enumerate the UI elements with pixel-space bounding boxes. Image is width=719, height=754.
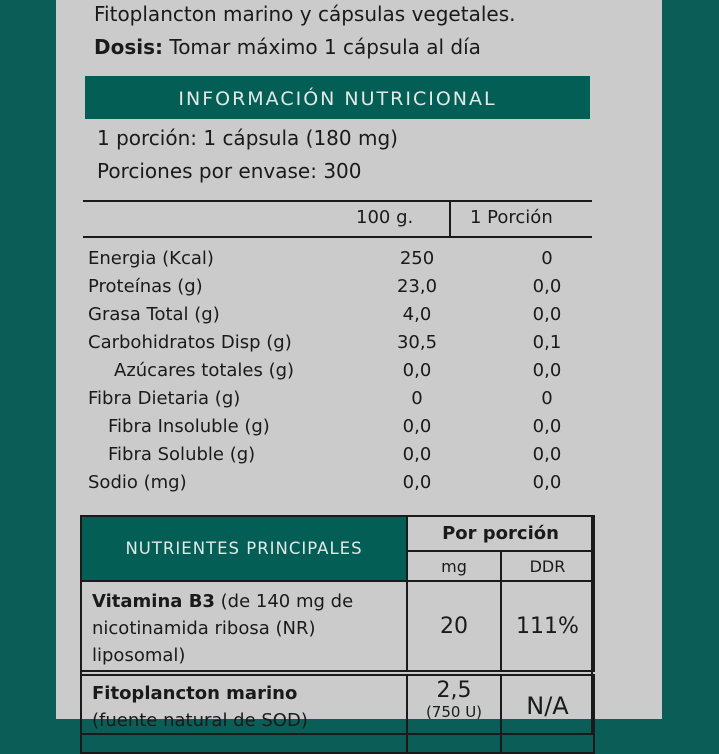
value-100g: 0 — [411, 388, 423, 409]
value-portion: 0,0 — [532, 276, 562, 297]
nutrient-bold: Fitoplancton marino — [92, 683, 298, 704]
nutrient-label: Energia (Kcal) — [88, 248, 214, 269]
nutrient-ddr: 111% — [500, 580, 595, 672]
value-100g: 0,0 — [402, 444, 432, 465]
value-portion: 0 — [541, 388, 553, 409]
value-portion: 0,0 — [532, 360, 562, 381]
portion-size: 1 porción: 1 cápsula (180 mg) — [97, 126, 398, 150]
value-100g: 0,0 — [402, 416, 432, 437]
nutrient-mg: 20 — [406, 580, 502, 672]
nutrient-label: Fibra Soluble (g) — [108, 444, 256, 465]
nutrient-label: Grasa Total (g) — [88, 304, 220, 325]
nutrient-mg — [406, 674, 502, 754]
value-portion: 0 — [541, 248, 553, 269]
main-nutrients-table — [80, 515, 593, 735]
dosis-label: Dosis: — [94, 35, 164, 59]
value-portion: 0,1 — [532, 332, 562, 353]
value-100g: 30,5 — [396, 332, 438, 353]
value-100g: 0,0 — [402, 472, 432, 493]
nutrient-ddr: N/A — [500, 674, 595, 754]
nutrient-desc: (de 140 mg de nicotinamida ribosa (NR) liposomal) — [92, 591, 354, 666]
nutrient-mg-sub: (750 U) — [425, 703, 483, 721]
table-row — [88, 276, 568, 304]
value-portion: 0,0 — [532, 444, 562, 465]
ddr-header: DDR — [500, 550, 595, 582]
table-row — [88, 444, 568, 472]
mg-header: mg — [406, 550, 502, 582]
table-row — [88, 360, 568, 388]
value-100g: 4,0 — [402, 304, 432, 325]
intro-line: Fitoplancton marino y cápsulas vegetales. — [94, 2, 516, 26]
divider — [449, 200, 451, 237]
nutrition-label — [56, 0, 662, 731]
nutrient-label: Fibra Dietaria (g) — [88, 388, 241, 409]
value-portion: 0,0 — [532, 416, 562, 437]
dosis-text: Tomar máximo 1 cápsula al día — [163, 35, 481, 59]
nutrition-title: INFORMACIÓN NUTRICIONAL — [85, 76, 590, 119]
table-row — [88, 472, 568, 500]
nutrient-label: Carbohidratos Disp (g) — [88, 332, 292, 353]
value-100g: 23,0 — [396, 276, 438, 297]
nutrient-name — [80, 674, 408, 754]
header-100g: 100 g. — [356, 207, 414, 228]
table-row — [88, 416, 568, 444]
nutrient-label: Azúcares totales (g) — [114, 360, 295, 381]
per-portion-header: Por porción — [406, 515, 595, 552]
nutrients-title: NUTRIENTES PRINCIPALES — [80, 515, 408, 582]
nutrient-bold: Vitamina B3 — [92, 591, 215, 612]
table-row — [88, 248, 568, 276]
value-100g: 250 — [399, 248, 435, 269]
table-row — [88, 304, 568, 332]
dosis-line — [94, 35, 481, 59]
nutrient-name — [80, 580, 408, 672]
nutrient-label: Sodio (mg) — [88, 472, 187, 493]
value-100g: 0,0 — [402, 360, 432, 381]
divider — [83, 236, 592, 238]
servings-per-container: Porciones por envase: 300 — [97, 159, 362, 183]
value-portion: 0,0 — [532, 304, 562, 325]
divider — [83, 200, 592, 202]
value-portion: 0,0 — [532, 472, 562, 493]
table-row — [88, 388, 568, 416]
nutrient-label: Proteínas (g) — [88, 276, 203, 297]
nutrient-desc: (fuente natural de SOD) — [92, 710, 308, 731]
table-row — [88, 332, 568, 360]
header-portion: 1 Porción — [470, 207, 553, 228]
nutrient-label: Fibra Insoluble (g) — [108, 416, 270, 437]
nutrient-mg-value: 2,5 — [436, 678, 472, 703]
